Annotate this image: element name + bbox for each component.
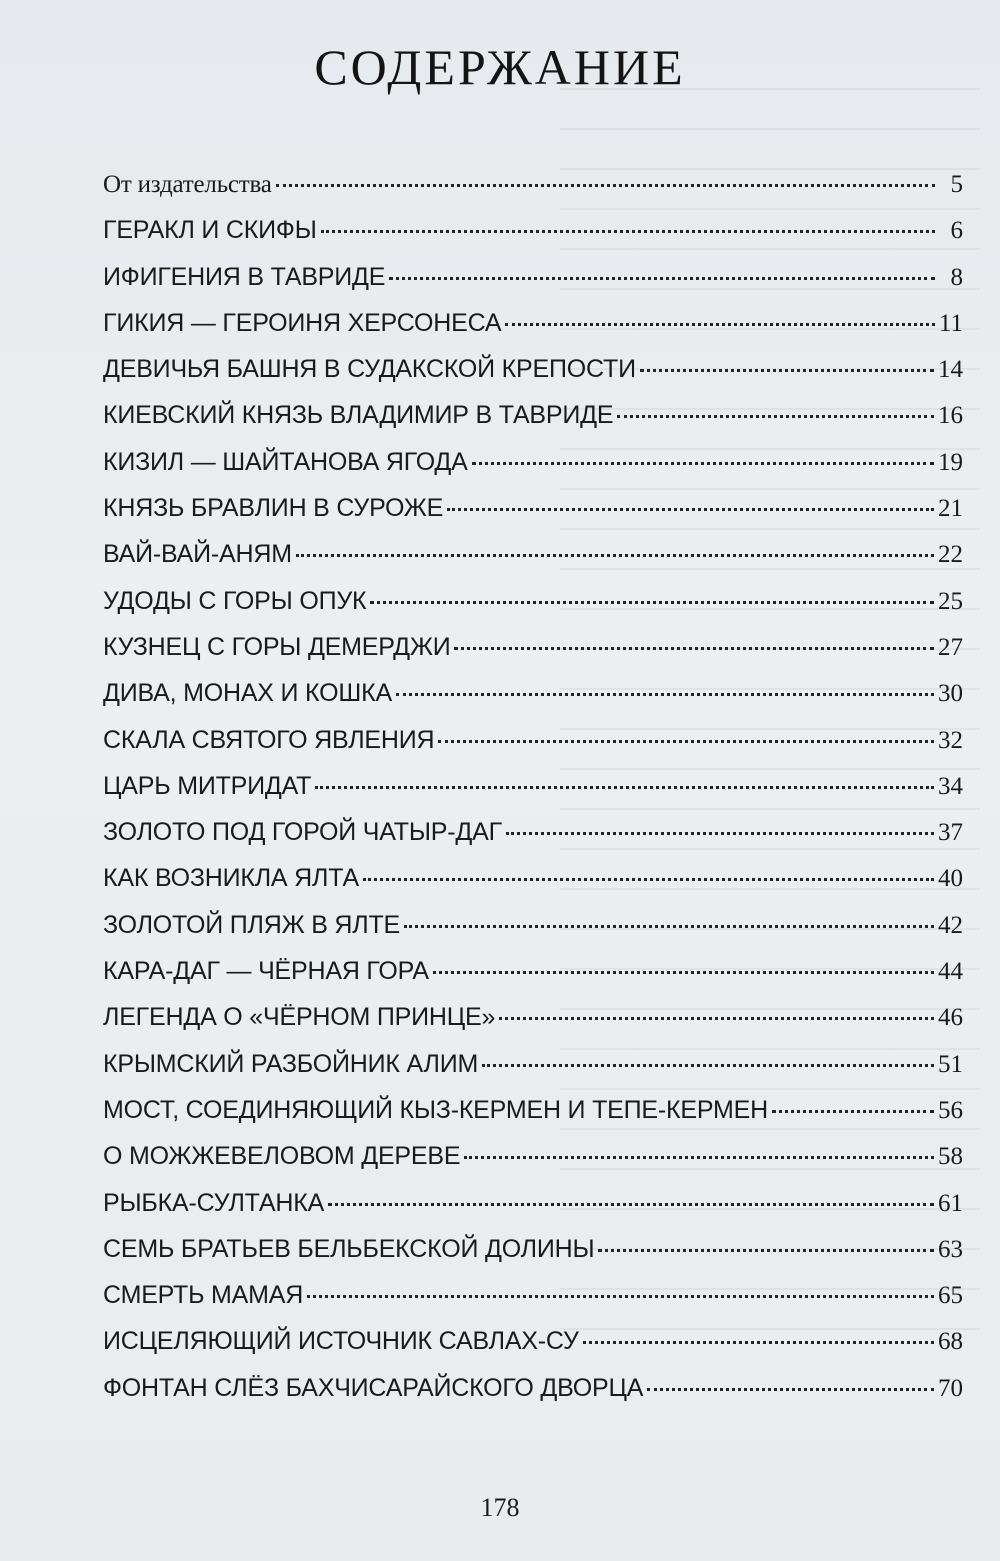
toc-entry-page: 63	[938, 1235, 963, 1263]
toc-entry-title: ГИКИЯ — ГЕРОИНЯ ХЕРСОНЕСА	[103, 308, 502, 337]
dot-leader	[396, 693, 934, 696]
toc-entry[interactable]	[103, 681, 963, 727]
toc-entry-page: 44	[938, 958, 963, 986]
toc-entry-title: УДОДЫ С ГОРЫ ОПУК	[103, 586, 367, 615]
toc-entry-page: 65	[938, 1282, 963, 1310]
toc-entry[interactable]	[103, 308, 963, 357]
dot-leader	[404, 925, 934, 928]
toc-entry-title: СМЕРТЬ МАМАЯ	[103, 1281, 304, 1310]
toc-entry[interactable]	[103, 357, 963, 403]
dot-leader	[363, 878, 934, 881]
toc-entry-page: 27	[938, 633, 963, 661]
toc-entry-title: ИСЦЕЛЯЮЩИЙ ИСТОЧНИК САВЛАХ-СУ	[103, 1327, 579, 1356]
dot-leader	[433, 971, 934, 974]
toc-entry-page: 58	[938, 1143, 963, 1171]
dot-leader	[296, 554, 934, 557]
dot-leader	[598, 1249, 934, 1252]
toc-entry[interactable]	[103, 1144, 963, 1190]
dot-leader	[772, 1110, 934, 1113]
toc-entry-page: 14	[938, 356, 963, 384]
toc-entry[interactable]	[103, 262, 963, 311]
toc-entry[interactable]	[103, 447, 963, 496]
dot-leader	[315, 786, 934, 789]
toc-entry[interactable]	[103, 1329, 963, 1375]
toc-entry-page: 61	[938, 1189, 963, 1217]
toc-entry-title: КАРА-ДАГ — ЧЁРНАЯ ГОРА	[103, 957, 429, 986]
dot-leader	[328, 1203, 934, 1206]
toc-entry-title: КУЗНЕЦ С ГОРЫ ДЕМЕРДЖИ	[103, 632, 451, 661]
page-number: 178	[480, 1493, 520, 1522]
dot-leader	[472, 462, 934, 465]
toc-entry-title: От издательства	[103, 171, 272, 198]
toc-entry[interactable]	[103, 542, 963, 588]
toc-entry[interactable]	[103, 959, 963, 1005]
toc-entry-page: 25	[938, 587, 963, 615]
toc-entry[interactable]	[103, 1188, 963, 1237]
toc-entry[interactable]	[103, 910, 963, 959]
toc-entry[interactable]	[103, 403, 963, 449]
dot-leader	[307, 1295, 934, 1298]
toc-entry[interactable]	[103, 632, 963, 681]
toc-entry-page: 51	[938, 1050, 963, 1078]
toc-entry-title: КРЫМСКИЙ РАЗБОЙНИК АЛИМ	[103, 1049, 479, 1078]
toc-entry-title: ГЕРАКЛ И СКИФЫ	[103, 216, 317, 245]
toc-entry-page: 34	[938, 772, 963, 800]
toc-entry-page: 22	[938, 541, 963, 569]
table-of-contents	[103, 172, 963, 1422]
toc-entry-title: СКАЛА СВЯТОГО ЯВЛЕНИЯ	[103, 725, 435, 754]
toc-entry-page: 8	[950, 263, 963, 291]
toc-entry[interactable]	[103, 172, 963, 218]
toc-entry[interactable]	[103, 866, 963, 912]
dot-leader	[640, 369, 934, 372]
toc-entry-page: 70	[938, 1374, 963, 1402]
toc-entry-title: ЗОЛОТОЙ ПЛЯЖ В ЯЛТЕ	[103, 910, 401, 939]
toc-entry-title: О МОЖЖЕВЕЛОВОМ ДЕРЕВЕ	[103, 1142, 461, 1171]
toc-entry-page: 16	[938, 402, 963, 430]
dot-leader	[647, 1388, 934, 1391]
toc-entry-page: 19	[938, 448, 963, 476]
toc-entry[interactable]	[103, 1005, 963, 1051]
toc-entry-page: 32	[938, 726, 963, 754]
toc-entry[interactable]	[103, 820, 963, 866]
toc-entry-page: 68	[938, 1328, 963, 1356]
toc-entry[interactable]	[103, 1373, 963, 1422]
dot-leader	[505, 323, 935, 326]
toc-entry-page: 37	[938, 819, 963, 847]
dot-leader	[506, 832, 934, 835]
toc-entry[interactable]	[103, 1283, 963, 1329]
toc-entry-title: ДИВА, МОНАХ И КОШКА	[103, 679, 392, 708]
toc-entry[interactable]	[103, 218, 963, 264]
toc-entry-page: 46	[938, 1004, 963, 1032]
dot-leader	[370, 601, 934, 604]
dot-leader	[447, 508, 934, 511]
toc-entry-title: СЕМЬ БРАТЬЕВ БЕЛЬБЕКСКОЙ ДОЛИНЫ	[103, 1234, 595, 1263]
toc-entry-title: КИЗИЛ — ШАЙТАНОВА ЯГОДА	[103, 447, 468, 476]
page-title: СОДЕРЖАНИЕ	[314, 39, 686, 95]
toc-entry-title: ИФИГЕНИЯ В ТАВРИДЕ	[103, 262, 386, 291]
toc-entry-title: ЗОЛОТО ПОД ГОРОЙ ЧАТЫР-ДАГ	[103, 818, 502, 847]
dot-leader	[482, 1064, 934, 1067]
dot-leader	[617, 415, 934, 418]
toc-entry-title: ЦАРЬ МИТРИДАТ	[103, 771, 312, 800]
toc-entry-page: 21	[938, 495, 963, 523]
toc-entry[interactable]	[103, 1049, 963, 1098]
toc-entry-page: 30	[938, 680, 963, 708]
toc-entry-title: ДЕВИЧЬЯ БАШНЯ В СУДАКСКОЙ КРЕПОСТИ	[103, 355, 636, 384]
toc-entry-page: 42	[938, 911, 963, 939]
toc-entry-page: 6	[950, 217, 963, 245]
toc-entry[interactable]	[103, 1234, 963, 1283]
toc-entry-title: РЫБКА-СУЛТАНКА	[103, 1188, 325, 1217]
toc-entry-page: 40	[938, 865, 963, 893]
toc-entry[interactable]	[103, 496, 963, 542]
dot-leader	[389, 277, 935, 280]
toc-entry-title: МОСТ, СОЕДИНЯЮЩИЙ КЫЗ-КЕРМЕН И ТЕПЕ-КЕРМЕН	[103, 1095, 768, 1124]
toc-entry-title: ЛЕГЕНДА О «ЧЁРНОМ ПРИНЦЕ»	[103, 1003, 496, 1032]
dot-leader	[499, 1017, 934, 1020]
dot-leader	[276, 184, 935, 187]
toc-entry-title: ВАЙ-ВАЙ-АНЯМ	[103, 540, 292, 569]
toc-entry[interactable]	[103, 771, 963, 820]
toc-entry-title: КИЕВСКИЙ КНЯЗЬ ВЛАДИМИР В ТАВРИДЕ	[103, 401, 614, 430]
dot-leader	[438, 740, 934, 743]
toc-entry[interactable]	[103, 725, 963, 774]
toc-entry-page: 11	[938, 309, 963, 337]
dot-leader	[464, 1156, 934, 1159]
toc-entry-page: 5	[950, 171, 963, 198]
toc-entry-title: КНЯЗЬ БРАВЛИН В СУРОЖЕ	[103, 494, 444, 523]
dot-leader	[454, 647, 934, 650]
toc-entry-title: ФОНТАН СЛЁЗ БАХЧИСАРАЙСКОГО ДВОРЦА	[103, 1373, 644, 1402]
toc-entry[interactable]	[103, 586, 963, 635]
dot-leader	[321, 230, 935, 233]
dot-leader	[583, 1341, 934, 1344]
toc-entry-page: 56	[938, 1096, 963, 1124]
toc-entry[interactable]	[103, 1095, 963, 1144]
toc-entry-title: КАК ВОЗНИКЛА ЯЛТА	[103, 864, 359, 893]
